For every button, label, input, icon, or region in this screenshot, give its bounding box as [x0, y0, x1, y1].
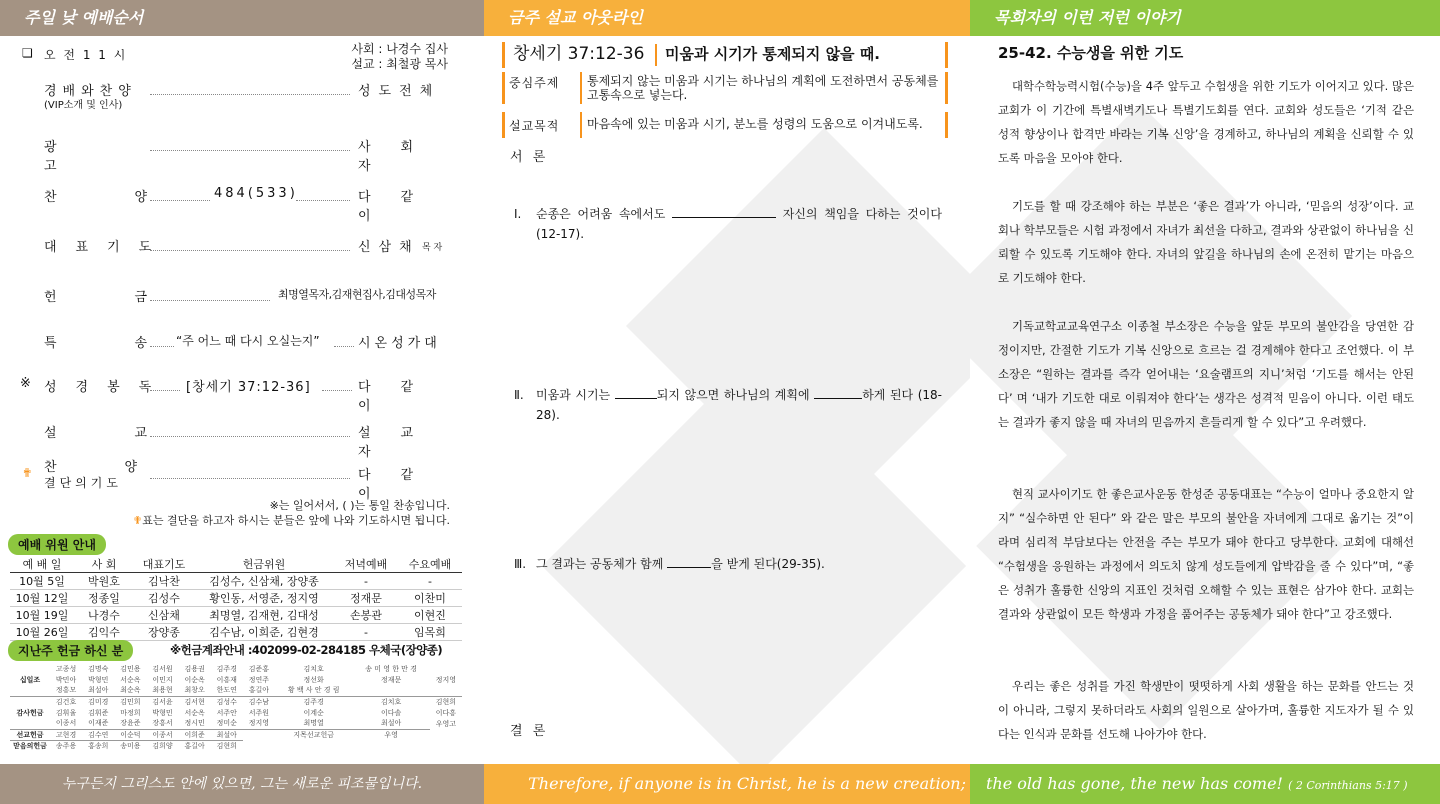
point-text-before: 그 결과는 공동체가 함께 [536, 557, 664, 571]
offering-name: 정연주 [248, 675, 270, 684]
outline-point-2 [514, 385, 942, 429]
cell: 10월 5일 [19, 575, 65, 588]
service-item-person: 성도전체 [358, 84, 441, 99]
offering-group-label: 십일조 [19, 675, 41, 684]
goal-label: 설교목적 [509, 119, 560, 133]
offering-name: 홍길아 [248, 686, 270, 695]
outline-point-1 [514, 204, 942, 248]
cell: 손봉관 [350, 609, 382, 622]
service-leaders [351, 42, 448, 72]
offering-account: ※헌금계좌안내 :402099-02-284185 우체국(장양종) [170, 643, 443, 657]
theme-box [502, 72, 948, 104]
scripture-ref: [창세기 37:12-36] [186, 380, 311, 395]
offering-name: 최순옥 [120, 686, 141, 695]
leader-dots [150, 478, 350, 479]
leader-dots [150, 346, 174, 347]
column-paragraph: 우리는 좋은 성취를 가진 학생만이 떳떳하게 사회 생활을 하는 문화를 안드는 것이 아니라, 그렇지 못하더라도 사회의 일원으로 살아가며, 훌륭한 지도자가 될 수 있다는 인식과 문화를 선도해 나아가야 한다. [998, 679, 1414, 741]
table-row [10, 685, 462, 696]
service-item-person: 다같이 [358, 190, 444, 224]
divider [580, 112, 582, 138]
point-text-after: 자신의 책임을 다하는 것이다(12-17). [536, 207, 942, 241]
stand-note: ※는 일어서서, ( )는 통일 찬송입니다. [269, 499, 450, 512]
offering-name: 김수남 [243, 696, 275, 707]
leader-dots [150, 390, 180, 391]
service-item-label2: 결단의기도 [44, 476, 122, 490]
point-number: Ⅱ. [514, 388, 524, 402]
column-paragraph: 대학수학능력시험(수능)을 4주 앞두고 수험생을 위한 기도가 이어지고 있다. 많은 교회가 이 기간에 특별새벽기도나 특별기도회를 연다. 교회와 성도들은 ‘기적 같은 성적 향상이나 합격만 바라는 기복 신앙’을 경계하고, 하나님의 계획을 신뢰할 수 있도록 마음을 모아야 한다. [998, 79, 1414, 165]
offering-name: 서주원 [248, 708, 270, 717]
offering-name: 이계순 [303, 708, 324, 717]
offering-name: 박형민 [88, 675, 109, 684]
cell: 최명열, 김재현, 김대성 [209, 609, 319, 622]
sermon-outline-header: 금주 설교 아웃라인 [484, 0, 970, 36]
col-offering: 헌금위원 [194, 556, 334, 573]
offering-name: 김치호 [352, 696, 429, 707]
point-text-after: 을 받게 된다(29-35). [711, 557, 825, 571]
cell: 이찬미 [414, 592, 446, 605]
offering-group-label [10, 663, 50, 674]
offering-name: 김주경 [216, 664, 237, 673]
column-paragraph: 기도를 할 때 강조해야 하는 부분은 ‘좋은 결과’가 아니라, ‘믿음의 성장’이다. 교회나 학부모들은 시험 과정에서 자녀가 최선을 다하고, 결과와 상관없이 하나님을 신뢰할 수 있도록 기도해야 한다. 자녀의 앞길을 하나님의 손에 온전히 맡기는 마음으로 기도해야 한다. [998, 199, 1414, 285]
service-item-sub: (VIP소개 및 인사) [44, 100, 123, 111]
service-time: 오 전 1 1 시 [44, 48, 128, 62]
offering-section-title: 지난주 헌금 하신 분 [8, 640, 133, 661]
offering-name: 이민지 [152, 675, 173, 684]
leader-dots [296, 200, 350, 201]
offering-name: 이다흥 [435, 708, 457, 717]
offering-name: 김민희 [114, 696, 146, 707]
service-item-label [44, 136, 144, 174]
order-of-worship-header: 주일 낮 예배순서 [0, 0, 484, 36]
sermon-reference: 창세기 37:12-36 [513, 44, 645, 64]
leader-dots [150, 150, 350, 151]
cell: 김수남, 이희준, 김현경 [209, 626, 319, 639]
offering-name: 김용권 [184, 664, 205, 673]
table-row [10, 674, 462, 685]
offering-name: 최설아 [88, 686, 109, 695]
offering-group-label: 선교헌금 [10, 729, 50, 740]
table-row [10, 707, 462, 718]
offering-name: 김명숙 [88, 664, 109, 673]
leader-dots [150, 436, 350, 437]
column-paragraph: 현직 교사이기도 한 좋은교사운동 한성준 공동대표는 “수능이 얼마나 중요한지 알지” “실수하면 안 된다” 와 같은 말은 부모의 불안을 자녀에게 그대로 옮기는 것”이라며 심리적 부담보다는 안전을 주는 부모가 돼야 한다고 당부한다. 교회에 대해선 “수험생을 응원하는 과정에서 의도치 않게 성도들에게 압박감을 줄 수 있다”며, “좋은 성취가 훌륭한 신앙의 지표인 것처럼 오해할 수 있는 표현은 삼가야 한다. 교회는 결과와 상관없이 모든 학생과 가정을 품어주는 공동체가 돼야 한다”고 강조했다. [998, 487, 1414, 621]
offering-name: 박민아 [55, 675, 77, 684]
offering-name: 김현희 [430, 696, 462, 707]
fill-blank[interactable] [672, 206, 776, 218]
offering-name: 이종서 [146, 729, 178, 740]
offering-table [10, 663, 462, 751]
service-item-person: 다같이 [358, 468, 444, 502]
duty-header-row [10, 556, 462, 573]
offering-name: 최창오 [184, 686, 205, 695]
offering-name: 김수연 [82, 729, 114, 740]
service-item-label: 성경봉독 [44, 380, 171, 395]
col-evening: 저녁예배 [334, 556, 398, 573]
offering-name: 김준홍 [248, 664, 270, 673]
offering-name: 고종성 [55, 664, 77, 673]
leader-dots [150, 300, 270, 301]
cross-icon: ✟ [133, 514, 143, 527]
footer-verse-english-2 [970, 764, 1440, 804]
fill-blank[interactable] [615, 387, 657, 399]
offering-name: 김건호 [50, 696, 82, 707]
offering-name: 황 백 사 안 경 림 [287, 686, 340, 695]
offering-name: 이재준 [88, 719, 109, 728]
offering-name: 우영고 [435, 719, 457, 728]
leader-dots [150, 94, 350, 95]
service-item-label: 찬양 [44, 190, 226, 205]
table-row [10, 624, 462, 641]
decision-note [133, 513, 450, 528]
service-notes [133, 498, 450, 528]
column-paragraph: 기독교학교교육연구소 이종철 부소장은 수능을 앞둔 부모의 불안감을 당연한 감정이지만, 간절한 기도가 기복 신앙으로 흐르는 걸 경계해야 한다고 조언했다. 이 부소장은 “원하는 결과를 즉각 얻어내는 ‘요술램프의 지니’처럼 ‘기도를 해서는 안된다’ 며 ‘내가 기도한 대로 이뤄져야 한다’는 생각은 성격적 믿음이 아니다. 이런 태도는 결과가 좋지 않을 때 자녀의 믿음까지 흔들리게 할 수 있다”고 우려했다. [998, 319, 1414, 429]
service-item-person: 사회자 [358, 140, 444, 174]
offering-name: 홍송희 [82, 740, 114, 751]
service-item-person: 시온성가대 [358, 336, 441, 351]
service-item-label: 설교 [44, 426, 226, 441]
offering-group-label: 감사헌금 [16, 708, 44, 717]
cell: 박원호 [88, 575, 120, 588]
offering-name: 정선화 [303, 675, 324, 684]
offering-group-label [10, 685, 50, 696]
left-column [0, 36, 484, 764]
table-row [10, 663, 462, 674]
preacher: 설교 : 최철광 목사 [351, 57, 448, 71]
cell: 김성수, 신삼채, 장양종 [209, 575, 319, 588]
offering-name [243, 729, 275, 740]
offering-name: 김서원 [152, 664, 173, 673]
leader-dots [334, 346, 354, 347]
offering-name: 홍길아 [179, 740, 211, 751]
offering-name: 이흥재 [216, 675, 237, 684]
fill-blank[interactable] [667, 556, 711, 568]
column-title: 25-42. 수능생을 위한 기도 [998, 44, 1184, 62]
divider [655, 44, 657, 66]
song-title: “주 어느 때 다시 오실는지” [176, 334, 320, 348]
offering-name: 지목선교헌금 [275, 729, 352, 740]
cell: 나경수 [88, 609, 120, 622]
offering-name: 이다솔 [380, 708, 402, 717]
cell: 장양종 [148, 626, 180, 639]
table-row [10, 573, 462, 590]
offering-name: 김미경 [82, 696, 114, 707]
theme-text: 통제되지 않는 미움과 시기는 하나님의 계획에 도전하면서 공동체를 고통속으로 넣는다. [587, 74, 939, 102]
offering-name: 정미순 [216, 719, 237, 728]
leader-dots [150, 200, 210, 201]
square-bullet-icon: ❏ [22, 46, 33, 60]
col-prayer: 대표기도 [134, 556, 194, 573]
offering-name: 김휘율 [55, 708, 77, 717]
offering-name: 김주경 [275, 696, 352, 707]
offering-name: 김희양 [146, 740, 178, 751]
service-item-person: 신삼채 [358, 240, 420, 255]
leader-dots [150, 250, 350, 251]
cell: - [364, 574, 368, 588]
cell: 신삼채 [148, 609, 180, 622]
point-text-mid: 되지 않으면 하나님의 계획에 [656, 388, 810, 402]
cell: 10월 26일 [15, 626, 69, 639]
cross-icon: ✟ [22, 466, 33, 480]
cell: 김성수 [148, 592, 180, 605]
table-row [10, 729, 462, 740]
offering-name: 한도연 [216, 686, 237, 695]
leader-dots [322, 390, 352, 391]
cell: 이현진 [414, 609, 446, 622]
table-row [10, 607, 462, 624]
service-item-person: 다같이 [358, 380, 444, 414]
offering-name: 송미용 [114, 740, 146, 751]
service-item-label: 찬양 [44, 460, 206, 475]
decision-note-text: 표는 결단을 하고자 하시는 분들은 앞에 나와 기도하시면 됩니다. [142, 514, 450, 527]
table-row [10, 696, 462, 707]
offering-name: 송 미 영 한 만 경 [365, 664, 417, 673]
offering-name: 송주용 [50, 740, 82, 751]
presider: 사회 : 나경수 집사 [351, 42, 448, 56]
pastor-column-header: 목회자의 이런 저런 이야기 [970, 0, 1440, 36]
service-item-person: 최명열목자,김재현집사,김대성목자 [278, 288, 436, 301]
cell: 김익수 [88, 626, 120, 639]
stand-mark-icon: ※ [20, 376, 31, 391]
offering-group-label [10, 696, 50, 707]
point-text-before: 미움과 시기는 [536, 388, 611, 402]
table-row [10, 590, 462, 607]
offering-name: 정지영 [248, 719, 270, 728]
service-item-label: 특송 [44, 336, 226, 351]
offering-name: 마정희 [120, 708, 141, 717]
offering-name: 이순덕 [114, 729, 146, 740]
introduction-heading: 서 론 [510, 150, 549, 165]
goal-box [502, 112, 948, 138]
cell: 10월 12일 [15, 592, 69, 605]
outline-point-3 [514, 554, 942, 578]
service-item-label: 경배와찬양 [44, 84, 137, 99]
point-number: Ⅰ. [514, 207, 522, 221]
service-item-label: 대표기도 [44, 240, 171, 255]
offering-name: 최설아 [211, 729, 243, 740]
col-wednesday: 수요예배 [398, 556, 462, 573]
offering-name: 서주안 [216, 708, 237, 717]
offering-name: 우영 [352, 729, 429, 740]
offering-name: 최용현 [152, 686, 173, 695]
hymn-number: 484(533) [214, 186, 298, 201]
offering-name: 정지영 [435, 675, 457, 684]
cell: 10월 19일 [15, 609, 69, 622]
sermon-title-bar [502, 42, 948, 68]
point-text [536, 204, 942, 244]
offering-group-label: 맏음의헌금 [10, 740, 50, 751]
table-row [10, 740, 462, 751]
offering-name: 최설아 [380, 719, 402, 728]
cell: - [364, 625, 368, 639]
middle-column [484, 36, 970, 764]
offering-name: 정재문 [380, 675, 402, 684]
offering-name: 서순옥 [120, 675, 141, 684]
cell: 임목희 [414, 626, 446, 639]
fill-blank[interactable] [814, 387, 862, 399]
offering-name: 장흥서 [152, 719, 173, 728]
cell: 김낙찬 [148, 575, 180, 588]
divider [580, 72, 582, 104]
label-text: 광고 [44, 140, 135, 174]
sermon-title: 미움과 시기가 통제되지 않을 때. [665, 45, 880, 63]
footer-verse-korean: 누구든지 그리스도 안에 있으면, 그는 새로운 피조물입니다. [0, 764, 484, 804]
offering-name: 이종서 [55, 719, 77, 728]
col-date: 예 배 일 [10, 556, 74, 573]
offering-name: 김휘준 [88, 708, 109, 717]
point-number: Ⅲ. [514, 557, 527, 571]
offering-name: 고현경 [50, 729, 82, 740]
offering-name: 김치호 [303, 664, 324, 673]
point-text [536, 385, 942, 425]
service-item-person: 설교자 [358, 426, 444, 460]
offering-name: 최명열 [303, 719, 324, 728]
offering-name: 김성수 [211, 696, 243, 707]
point-text-before: 순종은 어려움 속에서도 [536, 207, 666, 221]
title-suffix: 목 자 [422, 243, 443, 253]
service-item-label: 헌금 [44, 290, 226, 305]
offering-name: 김서현 [179, 696, 211, 707]
offering-name: 김현희 [211, 740, 243, 751]
cell: 정종일 [88, 592, 120, 605]
offering-group-label [10, 718, 50, 729]
footer-verse-reference: ( 2 Corinthians 5:17 ) [1288, 779, 1408, 792]
offering-name: 정흥모 [55, 686, 77, 695]
point-text [536, 554, 942, 574]
offering-name: 김민용 [120, 664, 141, 673]
offering-name: 서순옥 [184, 708, 205, 717]
duty-table [10, 556, 462, 641]
point-text-after: 하게 된다 (18-28). [536, 388, 942, 422]
goal-text: 마음속에 있는 미움과 시기, 분노를 성령의 도움으로 이겨내도록. [587, 117, 923, 131]
offering-name: 장윤준 [120, 719, 141, 728]
cell: - [428, 574, 432, 588]
footer-verse-text: the old has gone, the new has come! [986, 774, 1283, 793]
theme-label: 중심주제 [509, 76, 560, 90]
offering-name: 김서윤 [146, 696, 178, 707]
right-column [970, 36, 1440, 764]
conclusion-heading: 결 론 [510, 724, 549, 739]
offering-name: 박형민 [152, 708, 173, 717]
cell: 황인동, 서영준, 정지영 [209, 592, 319, 605]
table-row [10, 718, 462, 729]
footer-verse-english-1: Therefore, if anyone is in Christ, he is a new creation; [484, 764, 970, 804]
offering-name: 이순옥 [184, 675, 205, 684]
cell: 정재문 [350, 592, 382, 605]
offering-name: 정시민 [184, 719, 205, 728]
offering-name: 이희준 [179, 729, 211, 740]
duty-section-title: 예배 위원 안내 [8, 534, 106, 555]
col-presider: 사 회 [74, 556, 134, 573]
